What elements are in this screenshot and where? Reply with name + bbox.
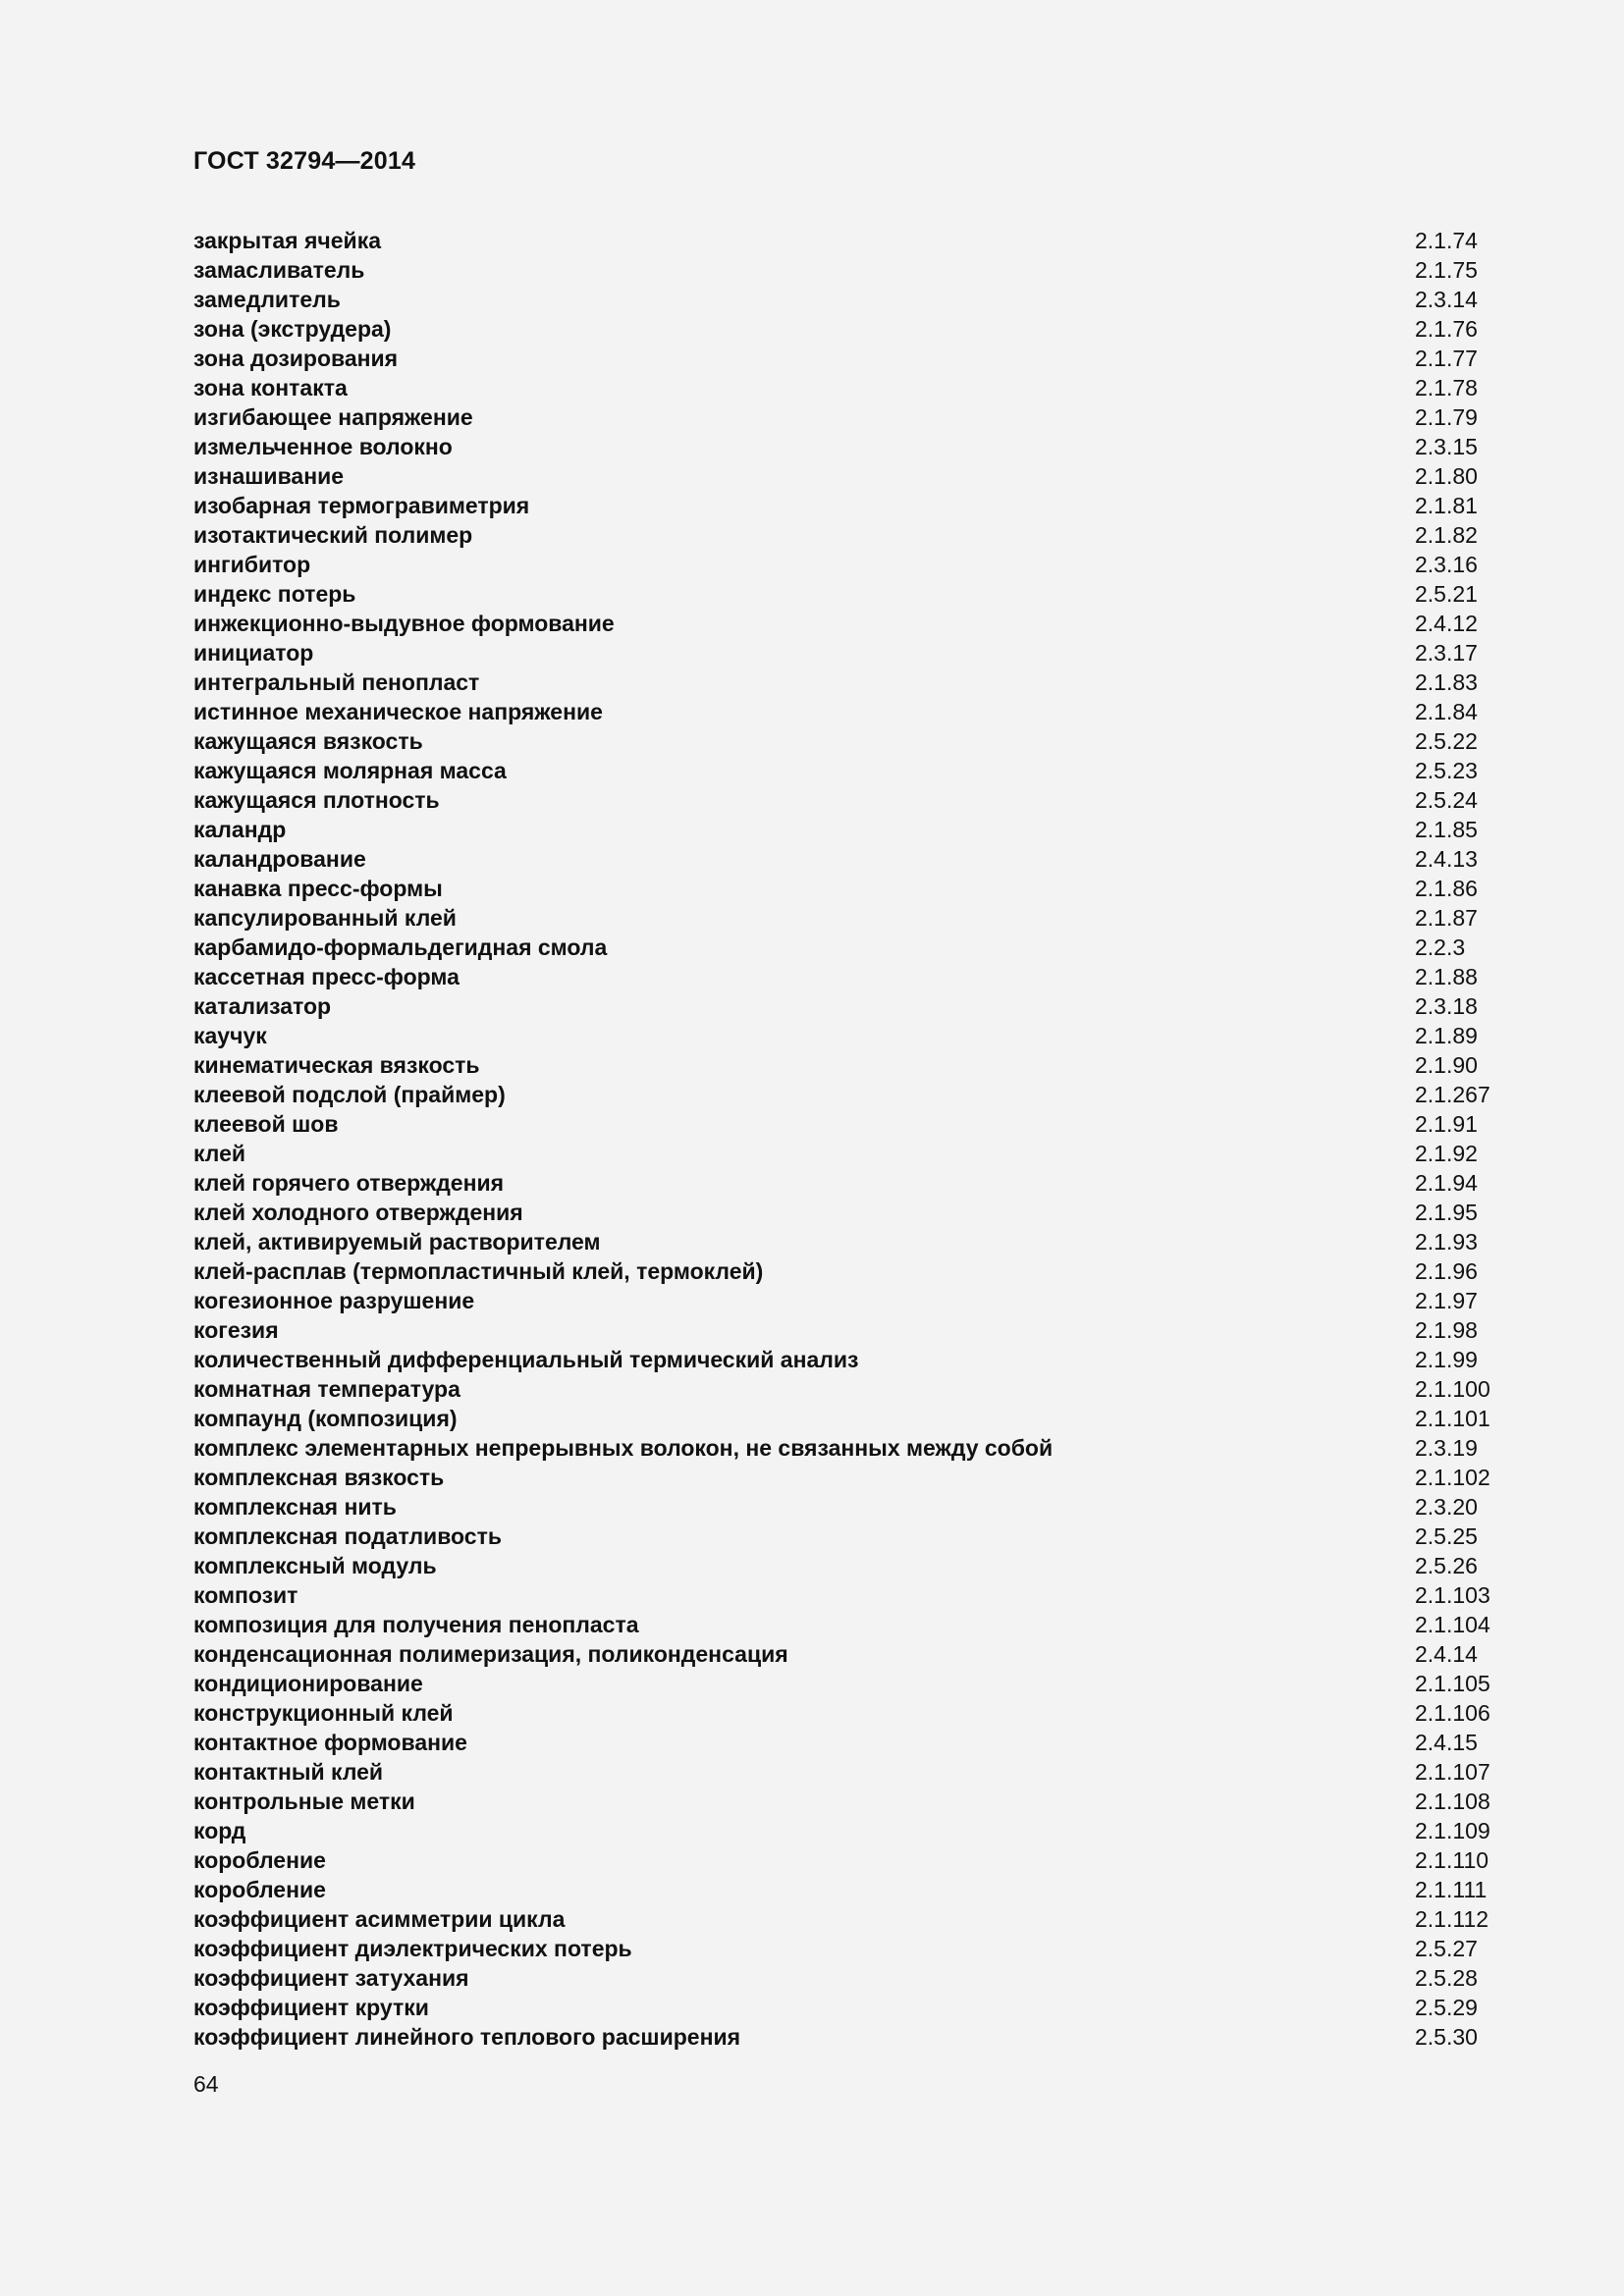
index-ref: 2.3.14 xyxy=(1415,287,1478,312)
index-term: клей-расплав (термопластичный клей, термоклей) xyxy=(193,1258,764,1284)
index-entry xyxy=(193,1374,1499,1404)
index-term: капсулированный клей xyxy=(193,905,457,931)
index-ref: 2.1.83 xyxy=(1415,669,1478,695)
index-entry xyxy=(193,1993,1499,2022)
index-entry xyxy=(193,255,1499,285)
index-entry xyxy=(193,1816,1499,1845)
index-term: клеевой шов xyxy=(193,1111,339,1137)
index-term: комплексная вязкость xyxy=(193,1465,445,1490)
index-ref: 2.5.27 xyxy=(1415,1936,1478,1961)
index-entry xyxy=(193,1492,1499,1522)
index-entry xyxy=(193,1580,1499,1610)
index-term: закрытая ячейка xyxy=(193,228,381,253)
index-term: изобарная термогравиметрия xyxy=(193,493,530,518)
index-ref: 2.5.25 xyxy=(1415,1523,1478,1549)
index-entry xyxy=(193,2022,1499,2052)
index-term: клей горячего отверждения xyxy=(193,1170,505,1196)
index-entry xyxy=(193,1080,1499,1109)
index-ref: 2.1.102 xyxy=(1415,1465,1490,1490)
index-entry xyxy=(193,1639,1499,1669)
index-entry xyxy=(193,1463,1499,1492)
index-entry xyxy=(193,1050,1499,1080)
index-term: композит xyxy=(193,1582,298,1608)
index-ref: 2.3.16 xyxy=(1415,552,1478,577)
index-entry xyxy=(193,285,1499,314)
index-ref: 2.1.82 xyxy=(1415,522,1478,548)
index-entry xyxy=(193,1610,1499,1639)
index-ref: 2.1.106 xyxy=(1415,1700,1490,1726)
index-term: кажущаяся вязкость xyxy=(193,728,423,754)
index-ref: 2.1.74 xyxy=(1415,228,1478,253)
index-term: измельченное волокно xyxy=(193,434,453,459)
index-entry xyxy=(193,1904,1499,1934)
index-ref: 2.3.15 xyxy=(1415,434,1478,459)
index-entry xyxy=(193,461,1499,491)
index-ref: 2.1.100 xyxy=(1415,1376,1490,1402)
index-ref: 2.1.87 xyxy=(1415,905,1478,931)
index-entry xyxy=(193,1728,1499,1757)
index-term: индекс потерь xyxy=(193,581,356,607)
index-entry xyxy=(193,1698,1499,1728)
index-entry xyxy=(193,491,1499,520)
index-entry xyxy=(193,1757,1499,1787)
index-term: конструкционный клей xyxy=(193,1700,454,1726)
index-ref: 2.1.98 xyxy=(1415,1317,1478,1343)
index-entry xyxy=(193,1198,1499,1227)
index-entry xyxy=(193,226,1499,255)
index-term: коробление xyxy=(193,1847,326,1873)
index-entry xyxy=(193,344,1499,373)
index-ref: 2.5.24 xyxy=(1415,787,1478,813)
term-index-list xyxy=(193,226,1499,2052)
index-ref: 2.1.99 xyxy=(1415,1347,1478,1372)
index-entry xyxy=(193,314,1499,344)
index-term: изгибающее напряжение xyxy=(193,404,473,430)
index-ref: 2.3.17 xyxy=(1415,640,1478,666)
index-entry xyxy=(193,1522,1499,1551)
index-term: корд xyxy=(193,1818,246,1843)
index-entry xyxy=(193,962,1499,991)
index-term: ингибитор xyxy=(193,552,311,577)
index-term: карбамидо-формальдегидная смола xyxy=(193,934,608,960)
index-term: контактное формование xyxy=(193,1730,467,1755)
index-ref: 2.5.21 xyxy=(1415,581,1478,607)
index-entry xyxy=(193,726,1499,756)
index-entry xyxy=(193,402,1499,432)
index-ref: 2.1.79 xyxy=(1415,404,1478,430)
index-entry xyxy=(193,844,1499,874)
index-term: кондиционирование xyxy=(193,1671,423,1696)
index-ref: 2.4.14 xyxy=(1415,1641,1478,1667)
index-entry xyxy=(193,785,1499,815)
index-entry xyxy=(193,1669,1499,1698)
index-ref: 2.1.103 xyxy=(1415,1582,1490,1608)
index-ref: 2.1.91 xyxy=(1415,1111,1478,1137)
index-ref: 2.1.88 xyxy=(1415,964,1478,989)
index-entry xyxy=(193,1139,1499,1168)
index-term: истинное механическое напряжение xyxy=(193,699,603,724)
index-term: коэффициент крутки xyxy=(193,1995,429,2020)
index-term: изнашивание xyxy=(193,463,345,489)
index-ref: 2.1.92 xyxy=(1415,1141,1478,1166)
index-ref: 2.1.85 xyxy=(1415,817,1478,842)
index-term: комплексная нить xyxy=(193,1494,397,1520)
index-term: комнатная температура xyxy=(193,1376,460,1402)
index-ref: 2.1.84 xyxy=(1415,699,1478,724)
index-ref: 2.1.112 xyxy=(1415,1906,1489,1932)
index-entry xyxy=(193,520,1499,550)
index-ref: 2.1.105 xyxy=(1415,1671,1490,1696)
index-term: клеевой подслой (праймер) xyxy=(193,1082,506,1107)
index-ref: 2.1.75 xyxy=(1415,257,1478,283)
index-term: кинематическая вязкость xyxy=(193,1052,480,1078)
index-term: каучук xyxy=(193,1023,267,1048)
index-ref: 2.1.110 xyxy=(1415,1847,1489,1873)
index-ref: 2.1.80 xyxy=(1415,463,1478,489)
index-term: коэффициент затухания xyxy=(193,1965,469,1991)
index-term: катализатор xyxy=(193,993,332,1019)
index-ref: 2.4.13 xyxy=(1415,846,1478,872)
index-term: клей xyxy=(193,1141,246,1166)
index-term: когезионное разрушение xyxy=(193,1288,475,1313)
page-number: 64 xyxy=(193,2071,219,2097)
index-term: комплексный модуль xyxy=(193,1553,437,1578)
index-ref: 2.1.111 xyxy=(1415,1877,1488,1902)
index-ref: 2.1.76 xyxy=(1415,316,1478,342)
index-term: кажущаяся молярная масса xyxy=(193,758,507,783)
index-ref: 2.4.12 xyxy=(1415,611,1478,636)
index-ref: 2.5.23 xyxy=(1415,758,1478,783)
index-ref: 2.1.101 xyxy=(1415,1406,1490,1431)
index-term: зона контакта xyxy=(193,375,348,400)
index-entry xyxy=(193,1227,1499,1256)
index-term: инициатор xyxy=(193,640,314,666)
index-ref: 2.1.94 xyxy=(1415,1170,1478,1196)
index-term: замедлитель xyxy=(193,287,341,312)
index-term: количественный дифференциальный термический анализ xyxy=(193,1347,859,1372)
index-entry xyxy=(193,1021,1499,1050)
index-ref: 2.5.28 xyxy=(1415,1965,1478,1991)
index-entry xyxy=(193,1168,1499,1198)
index-ref: 2.5.29 xyxy=(1415,1995,1478,2020)
index-ref: 2.1.107 xyxy=(1415,1759,1490,1785)
index-term: клей холодного отверждения xyxy=(193,1200,523,1225)
index-entry xyxy=(193,579,1499,609)
index-entry xyxy=(193,1433,1499,1463)
index-entry xyxy=(193,1845,1499,1875)
index-ref: 2.5.22 xyxy=(1415,728,1478,754)
index-term: компаунд (композиция) xyxy=(193,1406,458,1431)
index-term: зона (экструдера) xyxy=(193,316,392,342)
index-entry xyxy=(193,667,1499,697)
index-term: инжекционно-выдувное формование xyxy=(193,611,615,636)
index-term: коробление xyxy=(193,1877,326,1902)
index-ref: 2.1.78 xyxy=(1415,375,1478,400)
index-ref: 2.1.104 xyxy=(1415,1612,1490,1637)
index-ref: 2.2.3 xyxy=(1415,934,1466,960)
index-ref: 2.1.77 xyxy=(1415,346,1478,371)
index-ref: 2.4.15 xyxy=(1415,1730,1478,1755)
index-term: контрольные метки xyxy=(193,1789,415,1814)
index-entry xyxy=(193,1109,1499,1139)
index-term: коэффициент диэлектрических потерь xyxy=(193,1936,632,1961)
index-term: кассетная пресс-форма xyxy=(193,964,460,989)
index-term: каландр xyxy=(193,817,287,842)
index-entry xyxy=(193,697,1499,726)
index-ref: 2.3.19 xyxy=(1415,1435,1478,1461)
index-ref: 2.5.30 xyxy=(1415,2024,1478,2050)
index-entry xyxy=(193,1404,1499,1433)
index-ref: 2.1.89 xyxy=(1415,1023,1478,1048)
index-term: коэффициент асимметрии цикла xyxy=(193,1906,566,1932)
index-ref: 2.1.97 xyxy=(1415,1288,1478,1313)
index-ref: 2.1.108 xyxy=(1415,1789,1490,1814)
index-ref: 2.1.267 xyxy=(1415,1082,1490,1107)
index-entry xyxy=(193,432,1499,461)
index-entry xyxy=(193,991,1499,1021)
index-entry xyxy=(193,1787,1499,1816)
index-entry xyxy=(193,373,1499,402)
index-term: конденсационная полимеризация, поликонденсация xyxy=(193,1641,788,1667)
index-entry xyxy=(193,903,1499,933)
index-term: когезия xyxy=(193,1317,279,1343)
index-entry xyxy=(193,756,1499,785)
index-ref: 2.1.96 xyxy=(1415,1258,1478,1284)
index-term: комплексная податливость xyxy=(193,1523,502,1549)
index-entry xyxy=(193,1875,1499,1904)
index-term: композиция для получения пенопласта xyxy=(193,1612,639,1637)
index-entry xyxy=(193,609,1499,638)
index-entry xyxy=(193,550,1499,579)
index-entry xyxy=(193,1551,1499,1580)
page-header: ГОСТ 32794—2014 xyxy=(193,147,416,175)
index-ref: 2.1.90 xyxy=(1415,1052,1478,1078)
index-term: зона дозирования xyxy=(193,346,399,371)
index-entry xyxy=(193,1315,1499,1345)
index-entry xyxy=(193,1256,1499,1286)
index-entry xyxy=(193,1286,1499,1315)
index-entry xyxy=(193,638,1499,667)
index-ref: 2.3.20 xyxy=(1415,1494,1478,1520)
index-term: контактный клей xyxy=(193,1759,384,1785)
index-term: интегральный пенопласт xyxy=(193,669,480,695)
index-term: кажущаяся плотность xyxy=(193,787,440,813)
index-ref: 2.5.26 xyxy=(1415,1553,1478,1578)
index-ref: 2.1.93 xyxy=(1415,1229,1478,1255)
index-ref: 2.1.109 xyxy=(1415,1818,1490,1843)
index-term: клей, активируемый растворителем xyxy=(193,1229,601,1255)
index-entry xyxy=(193,874,1499,903)
index-term: коэффициент линейного теплового расширения xyxy=(193,2024,741,2050)
index-term: каландрование xyxy=(193,846,366,872)
index-entry xyxy=(193,1345,1499,1374)
index-term: канавка пресс-формы xyxy=(193,876,443,901)
index-ref: 2.1.86 xyxy=(1415,876,1478,901)
index-entry xyxy=(193,933,1499,962)
index-term: замасливатель xyxy=(193,257,365,283)
index-ref: 2.1.95 xyxy=(1415,1200,1478,1225)
index-entry xyxy=(193,1963,1499,1993)
index-ref: 2.1.81 xyxy=(1415,493,1478,518)
index-term: изотактический полимер xyxy=(193,522,473,548)
index-entry xyxy=(193,1934,1499,1963)
index-term: комплекс элементарных непрерывных волокон, не связанных между собой xyxy=(193,1435,1054,1461)
index-ref: 2.3.18 xyxy=(1415,993,1478,1019)
index-entry xyxy=(193,815,1499,844)
